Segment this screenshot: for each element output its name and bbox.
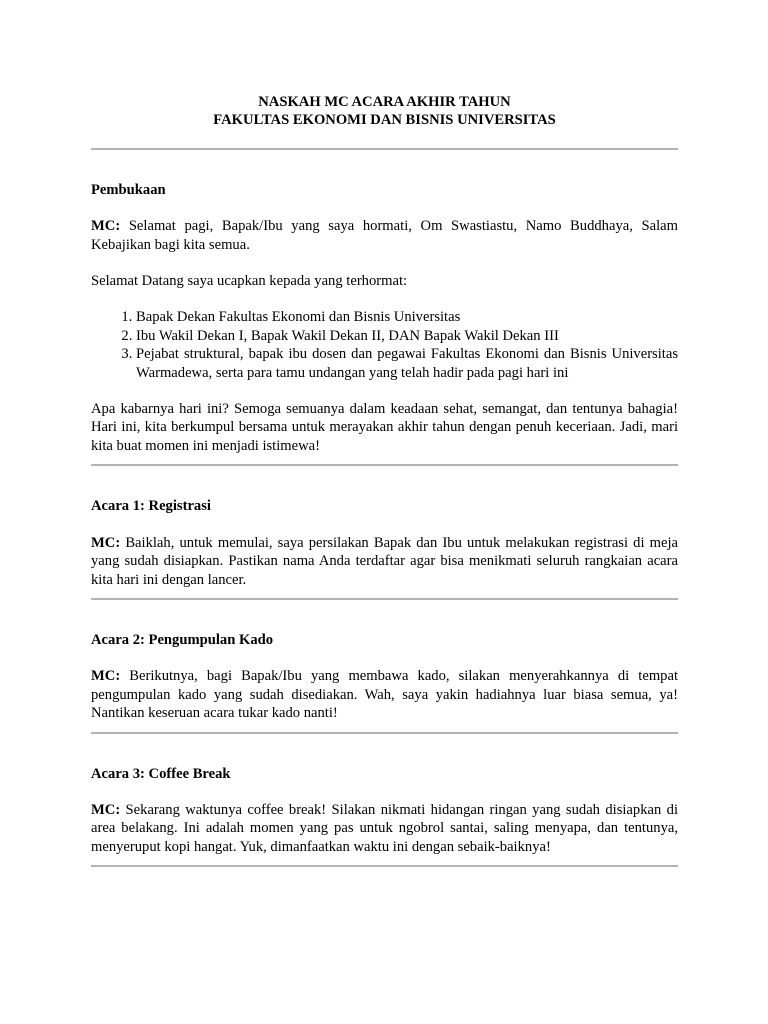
list-item: 3. Pejabat struktural, bapak ibu dosen dan pegawai Fakultas Ekonomi dan Bisnis Universitas Warmadewa, serta para tamu undangan yang telah hadir pada pagi hari ini xyxy=(136,345,678,382)
section-heading: Acara 1: Registrasi xyxy=(91,498,211,515)
mc-label: MC: xyxy=(91,534,121,551)
mc-greeting xyxy=(91,217,678,254)
opening-closing-text: Apa kabarnya hari ini? Semoga semuanya dalam keadaan sehat, semangat, dan tentunya bahagia! Hari ini, kita berkumpul bersama untuk merayakan akhir tahun dengan penuh keceriaan. Jadi, mari kita buat momen ini menjadi istimewa! xyxy=(91,401,678,454)
guest-list xyxy=(91,308,678,382)
mc-text: Sekarang waktunya coffee break! Silakan nikmati hidangan ringan yang sudah disiapkan di area belakang. Ini adalah momen yang pas untuk ngobrol santai, saling menyapa, dan tentunya, menyeruput kopi hangat. Yuk, dimanfaatkan waktu ini dengan sebaik-baiknya! xyxy=(91,801,678,855)
mc-label: MC: xyxy=(91,218,121,235)
section-pembukaan xyxy=(91,181,678,455)
document-page xyxy=(91,93,678,867)
title-line-1: NASKAH MC ACARA AKHIR TAHUN xyxy=(258,94,511,110)
mc-paragraph xyxy=(91,667,678,722)
list-item: 1. Bapak Dekan Fakultas Ekonomi dan Bisnis Universitas xyxy=(136,308,678,326)
section-heading: Acara 3: Coffee Break xyxy=(91,765,231,782)
section-acara-1 xyxy=(91,497,678,589)
greeting-text: Selamat pagi, Bapak/Ibu yang saya hormati, Om Swastiastu, Namo Buddhaya, Salam Kebajikan bagi kita semua. xyxy=(91,218,678,253)
document-title xyxy=(91,93,678,130)
list-item: 2. Ibu Wakil Dekan I, Bapak Wakil Dekan II, DAN Bapak Wakil Dekan III xyxy=(136,327,678,345)
section-heading: Pembukaan xyxy=(91,181,166,198)
mc-paragraph xyxy=(91,534,678,589)
title-line-2: FAKULTAS EKONOMI DAN BISNIS UNIVERSITAS xyxy=(213,112,556,129)
mc-paragraph xyxy=(91,801,678,856)
divider xyxy=(91,865,678,867)
section-acara-3 xyxy=(91,765,678,857)
welcome-text: Selamat Datang saya ucapkan kepada yang terhormat: xyxy=(91,273,408,290)
mc-label: MC: xyxy=(91,801,121,818)
mc-text: Baiklah, untuk memulai, saya persilakan Bapak dan Ibu untuk melakukan registrasi di meja yang sudah disiapkan. Pastikan nama Anda terdaftar agar bisa menikmati seluruh rangkaian acara kita hari ini dengan lancer. xyxy=(91,534,678,588)
section-acara-2 xyxy=(91,631,678,723)
section-heading: Acara 2: Pengumpulan Kado xyxy=(91,631,274,648)
mc-text: Berikutnya, bagi Bapak/Ibu yang membawa kado, silakan menyerahkannya di tempat pengumpulan kado yang sudah disediakan. Wah, saya yakin hadiahnya luar biasa semua, ya! Nantikan keseruan acara tukar kado nanti! xyxy=(91,668,678,722)
mc-label: MC: xyxy=(91,668,121,685)
